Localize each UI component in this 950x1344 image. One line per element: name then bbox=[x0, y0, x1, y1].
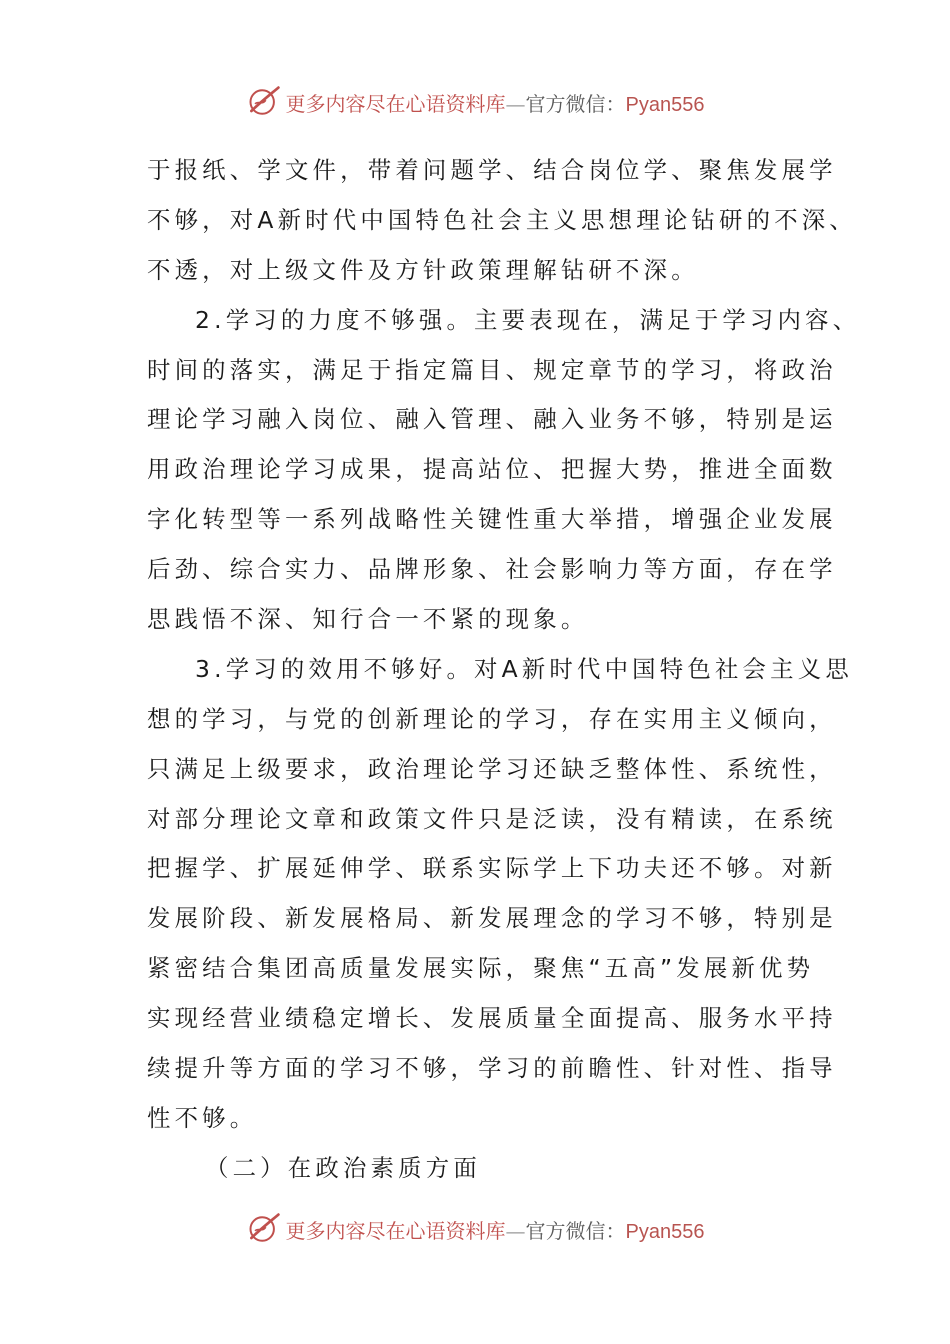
watermark-main-text: 更多内容尽在心语资料库 bbox=[285, 1218, 506, 1243]
text-line: 后劲、综合实力、品牌形象、社会影响力等方面，存在学 bbox=[147, 555, 837, 584]
header-watermark-banner bbox=[0, 82, 950, 122]
paragraph-heading-2: 2.学习的力度不够强。主要表现在，满足于学习内容、 bbox=[195, 305, 861, 334]
text-line: 于报纸、学文件，带着问题学、结合岗位学、聚焦发展学 bbox=[147, 156, 837, 184]
document-body bbox=[147, 146, 861, 1194]
footer-watermark-text bbox=[286, 1215, 705, 1244]
watermark-main-text: 更多内容尽在心语资料库 bbox=[285, 91, 506, 116]
watermark-dash: — bbox=[505, 91, 526, 116]
watermark-wechat-id: Pyan556 bbox=[625, 93, 705, 116]
text-line: 不够，对A新时代中国特色社会主义思想理论钻研的不深、 bbox=[147, 205, 857, 234]
text-line: 想的学习，与党的创新理论的学习，存在实用主义倾向， bbox=[147, 704, 837, 733]
watermark-dash: — bbox=[505, 1218, 526, 1243]
pen-logo-icon bbox=[246, 1211, 282, 1247]
text-line: 对部分理论文章和政策文件只是泛读，没有精读，在系统 bbox=[147, 804, 837, 833]
header-watermark-text bbox=[286, 88, 705, 117]
text-line: 发展阶段、新发展格局、新发展理念的学习不够，特别是 bbox=[147, 904, 837, 933]
watermark-wechat-id: Pyan556 bbox=[625, 1220, 705, 1243]
footer-watermark-banner bbox=[0, 1209, 950, 1249]
paragraph-heading-3: 3.学习的效用不够好。对A新时代中国特色社会主义思 bbox=[195, 654, 853, 683]
text-line: 字化转型等一系列战略性关键性重大举措，增强企业发展 bbox=[147, 505, 837, 534]
text-line: 用政治理论学习成果，提高站位、把握大势，推进全面数 bbox=[147, 455, 837, 484]
section-heading: （二）在政治素质方面 bbox=[205, 1153, 481, 1182]
text-line: 把握学、扩展延伸学、联系实际学上下功夫还不够。对新 bbox=[147, 854, 837, 883]
text-line: 紧密结合集团高质量发展实际，聚焦“五高”发展新优势 bbox=[147, 954, 815, 983]
text-line: 续提升等方面的学习不够，学习的前瞻性、针对性、指导 bbox=[147, 1054, 837, 1083]
watermark-wechat-label: 官方微信： bbox=[525, 1218, 626, 1243]
text-line: 时间的落实，满足于指定篇目、规定章节的学习，将政治 bbox=[147, 355, 837, 384]
text-line: 实现经营业绩稳定增长、发展质量全面提高、服务水平持 bbox=[147, 1004, 837, 1033]
pen-logo-icon bbox=[246, 84, 282, 120]
text-line: 只满足上级要求，政治理论学习还缺乏整体性、系统性， bbox=[147, 754, 837, 783]
text-line: 不透，对上级文件及方针政策理解钻研不深。 bbox=[147, 255, 699, 284]
watermark-wechat-label: 官方微信： bbox=[525, 91, 626, 116]
text-line: 思践悟不深、知行合一不紧的现象。 bbox=[147, 605, 589, 634]
text-line: 理论学习融入岗位、融入管理、融入业务不够，特别是运 bbox=[147, 405, 837, 434]
text-line: 性不够。 bbox=[147, 1103, 258, 1132]
